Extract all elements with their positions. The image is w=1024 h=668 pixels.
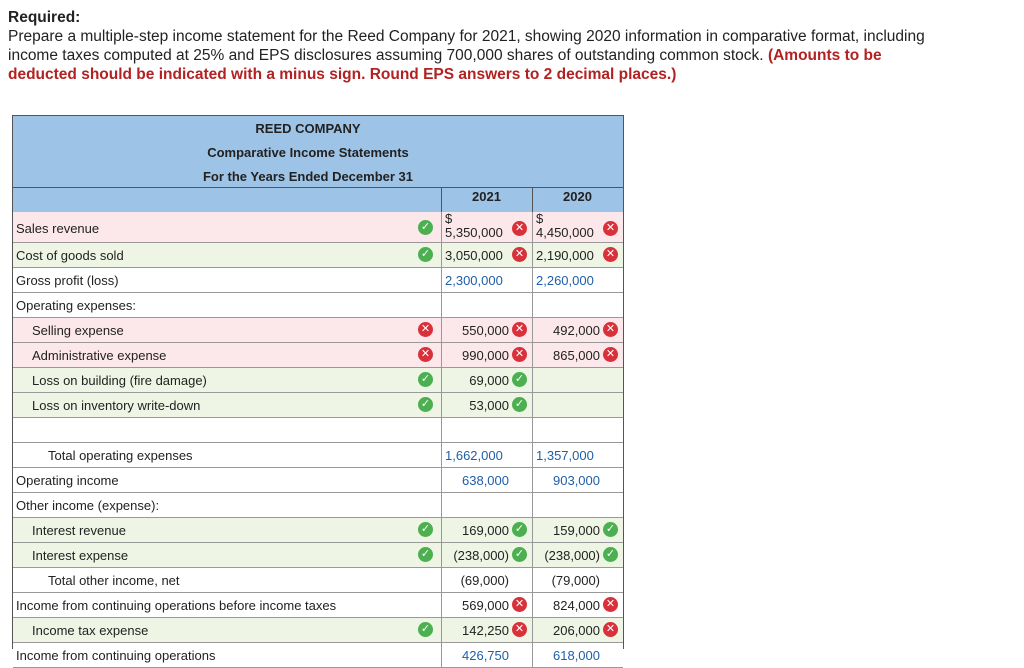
row-income-tax-expense: Income tax expense ✓ 142,250 ✕ 206,000 ✕ xyxy=(13,618,623,643)
statement-title: Comparative Income Statements xyxy=(207,145,409,160)
check-circle-icon: ✓ xyxy=(418,547,433,562)
check-circle-icon: ✓ xyxy=(512,547,527,562)
row-operating-expenses-heading: Operating expenses: xyxy=(13,293,623,318)
check-circle-icon: ✓ xyxy=(603,522,618,537)
admin-2021-cell[interactable]: 990,000 ✕ xyxy=(441,343,533,367)
admin-2020-cell[interactable]: 865,000 ✕ xyxy=(532,343,624,367)
selling-2021-cell[interactable]: 550,000 ✕ xyxy=(441,318,533,342)
x-circle-icon: ✕ xyxy=(512,597,527,612)
check-circle-icon: ✓ xyxy=(418,522,433,537)
row-loss-on-inventory: Loss on inventory write-down ✓ 53,000 ✓ xyxy=(13,393,623,418)
check-circle-icon: ✓ xyxy=(418,397,433,412)
int-rev-2021-cell[interactable]: 169,000 ✓ xyxy=(441,518,533,542)
sales-2020-value[interactable]: 4,450,000 xyxy=(536,225,594,240)
check-circle-icon: ✓ xyxy=(418,622,433,637)
instructions-line2: income taxes computed at 25% and EPS disclosures assuming 700,000 shares of outstanding common stock. (Amounts to be xyxy=(8,47,882,64)
check-circle-icon: ✓ xyxy=(512,372,527,387)
company-name: REED COMPANY xyxy=(255,121,361,136)
fire-2020-cell[interactable] xyxy=(532,368,624,392)
inventory-2020-cell[interactable] xyxy=(532,393,624,417)
check-circle-icon: ✓ xyxy=(603,547,618,562)
row-total-other-income: Total other income, net (69,000) (79,000) xyxy=(13,568,623,593)
tax-2020-cell[interactable]: 206,000 ✕ xyxy=(532,618,624,642)
fire-2021-cell[interactable]: 69,000 ✓ xyxy=(441,368,533,392)
x-circle-icon: ✕ xyxy=(603,322,618,337)
x-circle-icon: ✕ xyxy=(512,322,527,337)
gross-2020-value: 2,260,000 xyxy=(536,273,594,288)
sales-2021-cell[interactable]: $ 5,350,000 ✕ xyxy=(441,212,533,242)
column-2021-header: 2021 xyxy=(472,189,501,204)
check-circle-icon: ✓ xyxy=(418,247,433,262)
check-circle-icon: ✓ xyxy=(512,397,527,412)
row-gross-profit xyxy=(13,268,623,293)
instructions-line3: deducted should be indicated with a minus sign. Round EPS answers to 2 decimal places.) xyxy=(8,66,677,83)
statement-header xyxy=(13,115,623,213)
int-rev-2020-cell[interactable]: 159,000 ✓ xyxy=(532,518,624,542)
x-circle-icon: ✕ xyxy=(512,221,527,236)
row-loss-on-building: Loss on building (fire damage) ✓ 69,000 ✓ xyxy=(13,368,623,393)
x-circle-icon: ✕ xyxy=(512,622,527,637)
row-income-before-taxes: Income from continuing operations before income taxes 569,000 ✕ 824,000 ✕ xyxy=(13,593,623,618)
row-selling-expense: Selling expense ✕ 550,000 ✕ 492,000 ✕ xyxy=(13,318,623,343)
row-interest-revenue: Interest revenue ✓ 169,000 ✓ 159,000 ✓ xyxy=(13,518,623,543)
sales-2021-value[interactable]: 5,350,000 xyxy=(445,225,503,240)
row-administrative-expense: Administrative expense ✕ 990,000 ✕ 865,000 ✕ xyxy=(13,343,623,368)
row-total-operating-expenses: Total operating expenses 1,662,000 1,357,000 xyxy=(13,443,623,468)
row-label: Cost of goods sold xyxy=(16,248,124,263)
row-interest-expense: Interest expense ✓ (238,000) ✓ (238,000) ✓ xyxy=(13,543,623,568)
selling-2020-cell[interactable]: 492,000 ✕ xyxy=(532,318,624,342)
x-circle-icon: ✕ xyxy=(603,597,618,612)
row-other-income-heading: Other income (expense): xyxy=(13,493,623,518)
row-cost-of-goods-sold xyxy=(13,243,623,268)
check-circle-icon: ✓ xyxy=(512,522,527,537)
x-circle-icon: ✕ xyxy=(603,347,618,362)
x-circle-icon: ✕ xyxy=(418,322,433,337)
sales-2020-cell[interactable]: $ 4,450,000 ✕ xyxy=(532,212,624,242)
int-exp-2020-cell[interactable]: (238,000) ✓ xyxy=(532,543,624,567)
statement-period: For the Years Ended December 31 xyxy=(202,169,414,184)
x-circle-icon: ✕ xyxy=(603,247,618,262)
cogs-2020-cell[interactable]: 2,190,000 ✕ xyxy=(532,243,624,267)
column-2020-header: 2020 xyxy=(563,189,592,204)
cogs-2021-cell[interactable]: 3,050,000 ✕ xyxy=(441,243,533,267)
row-label: Sales revenue xyxy=(16,221,100,236)
row-income-continuing-operations: Income from continuing operations 426,750 618,000 xyxy=(13,643,623,668)
x-circle-icon: ✕ xyxy=(512,247,527,262)
row-label: Gross profit (loss) xyxy=(16,273,119,288)
inventory-2021-cell[interactable]: 53,000 ✓ xyxy=(441,393,533,417)
x-circle-icon: ✕ xyxy=(512,347,527,362)
row-blank xyxy=(13,418,623,443)
row-operating-income: Operating income 638,000 903,000 xyxy=(13,468,623,493)
x-circle-icon: ✕ xyxy=(418,347,433,362)
instructions-heading: Required: xyxy=(8,9,81,26)
check-circle-icon: ✓ xyxy=(418,220,433,235)
income-statement-table xyxy=(12,115,624,663)
tax-2021-cell[interactable]: 142,250 ✕ xyxy=(441,618,533,642)
gross-2021-value: 2,300,000 xyxy=(445,273,503,288)
x-circle-icon: ✕ xyxy=(603,221,618,236)
instructions-line1: Prepare a multiple-step income statement for the Reed Company for 2021, showing 2020 information in comparative format, including xyxy=(8,28,925,45)
check-circle-icon: ✓ xyxy=(418,372,433,387)
row-sales-revenue xyxy=(13,212,623,243)
instructions xyxy=(8,8,1008,84)
x-circle-icon: ✕ xyxy=(603,622,618,637)
int-exp-2021-cell[interactable]: (238,000) ✓ xyxy=(441,543,533,567)
